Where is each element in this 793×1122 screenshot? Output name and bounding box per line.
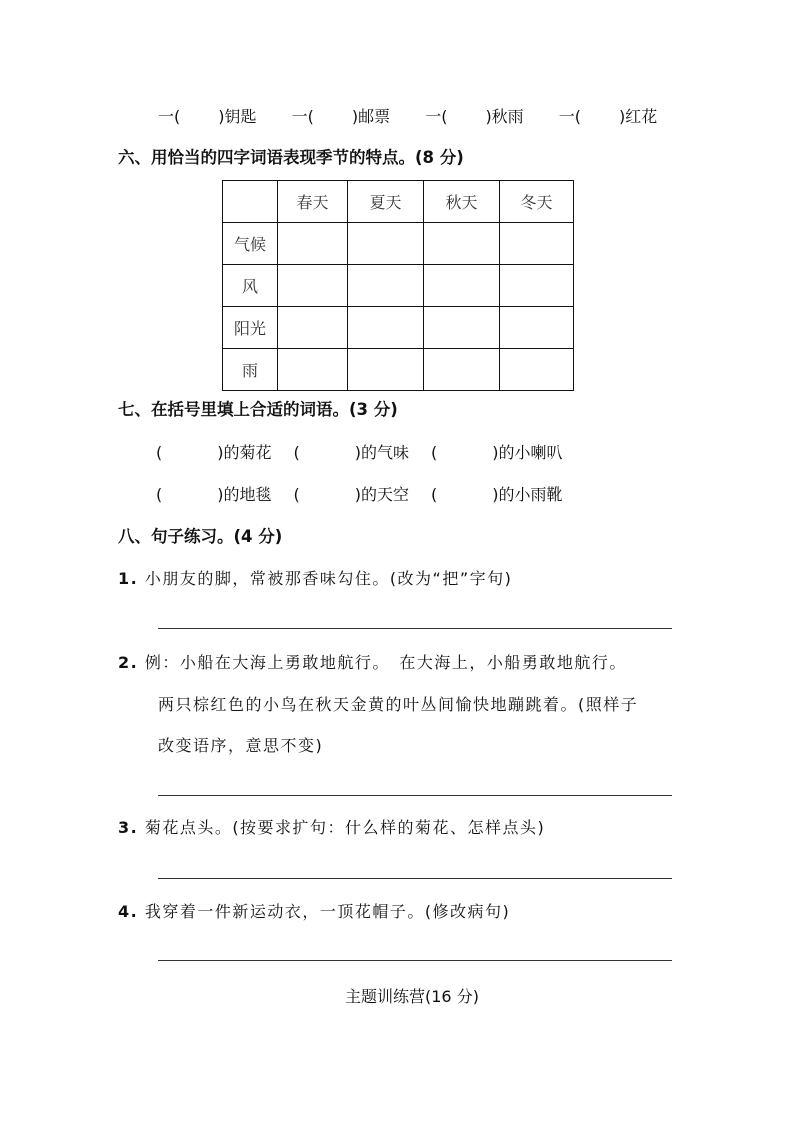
- answer-cell[interactable]: [348, 223, 424, 265]
- item: )钥匙: [218, 107, 257, 126]
- answer-cell[interactable]: [500, 349, 574, 391]
- item: )秋雨: [485, 107, 524, 126]
- question-text: 我穿着一件新运动衣，一顶花帽子。(修改病句): [144, 902, 511, 921]
- row-label: 气候: [223, 223, 278, 265]
- answer-cell[interactable]: [424, 265, 500, 307]
- prefix: 一(: [558, 107, 582, 126]
- question-number: 1.: [118, 569, 139, 588]
- answer-cell[interactable]: [424, 223, 500, 265]
- open-paren: (: [431, 485, 438, 504]
- question-number: 4.: [118, 902, 139, 921]
- open-paren: (: [431, 443, 438, 462]
- measure-word-row: [158, 107, 657, 127]
- answer-line-2[interactable]: [158, 795, 672, 796]
- question-1: [118, 569, 512, 589]
- answer-cell[interactable]: [278, 307, 348, 349]
- answer-line-3[interactable]: [158, 878, 672, 879]
- phrase: )的气味: [354, 443, 409, 462]
- header-cell: [223, 181, 278, 223]
- answer-cell[interactable]: [348, 307, 424, 349]
- season-table: [222, 180, 574, 391]
- prefix: 一(: [291, 107, 314, 126]
- question-number: 3.: [118, 818, 139, 837]
- prefix: 一(: [425, 107, 448, 126]
- row-label: 雨: [223, 349, 278, 391]
- answer-cell[interactable]: [424, 349, 500, 391]
- answer-cell[interactable]: [500, 265, 574, 307]
- question-2-line3: 改变语序，意思不变): [158, 736, 324, 755]
- answer-cell[interactable]: [278, 265, 348, 307]
- row-label: 阳光: [223, 307, 278, 349]
- fill-row-1: [156, 443, 563, 463]
- answer-line-4[interactable]: [158, 960, 672, 961]
- question-text: 小朋友的脚，常被那香味勾住。(改为“把”字句): [144, 569, 513, 588]
- footer-title: 主题训练营(16 分): [345, 987, 479, 1006]
- open-paren: (: [293, 443, 300, 462]
- answer-cell[interactable]: [278, 349, 348, 391]
- phrase: )的菊花: [217, 443, 272, 462]
- header-cell: 春天: [278, 181, 348, 223]
- phrase: )的小雨靴: [492, 485, 563, 504]
- question-number: 2.: [118, 653, 139, 672]
- phrase: )的天空: [354, 485, 409, 504]
- question-2: [118, 653, 627, 673]
- answer-cell[interactable]: [424, 307, 500, 349]
- open-paren: (: [156, 485, 163, 504]
- question-text: 菊花点头。(按要求扩句：什么样的菊花、怎样点头): [144, 818, 546, 837]
- question-3: [118, 818, 545, 838]
- prefix: 一(: [158, 107, 181, 126]
- answer-cell[interactable]: [500, 223, 574, 265]
- answer-cell[interactable]: [278, 223, 348, 265]
- header-cell: 秋天: [424, 181, 500, 223]
- header-cell: 夏天: [348, 181, 424, 223]
- item: )红花: [619, 107, 658, 126]
- answer-line-1[interactable]: [158, 628, 672, 629]
- fill-row-2: [156, 485, 563, 505]
- answer-cell[interactable]: [348, 265, 424, 307]
- row-label: 风: [223, 265, 278, 307]
- answer-cell[interactable]: [348, 349, 424, 391]
- section8-title: 八、句子练习。(4 分): [118, 527, 283, 546]
- section7-title: 七、在括号里填上合适的词语。(3 分): [118, 400, 398, 419]
- phrase: )的小喇叭: [492, 443, 563, 462]
- section6-title: 六、用恰当的四字词语表现季节的特点。(8 分): [118, 148, 464, 167]
- open-paren: (: [156, 443, 163, 462]
- phrase: )的地毯: [217, 485, 272, 504]
- open-paren: (: [293, 485, 300, 504]
- item: )邮票: [351, 107, 391, 126]
- question-2-line2: 两只棕红色的小鸟在秋天金黄的叶丛间愉快地蹦跳着。(照样子: [158, 695, 639, 714]
- header-cell: 冬天: [500, 181, 574, 223]
- answer-cell[interactable]: [500, 307, 574, 349]
- question-text: 例：小船在大海上勇敢地航行。 在大海上，小船勇敢地航行。: [144, 653, 627, 672]
- question-4: [118, 902, 510, 922]
